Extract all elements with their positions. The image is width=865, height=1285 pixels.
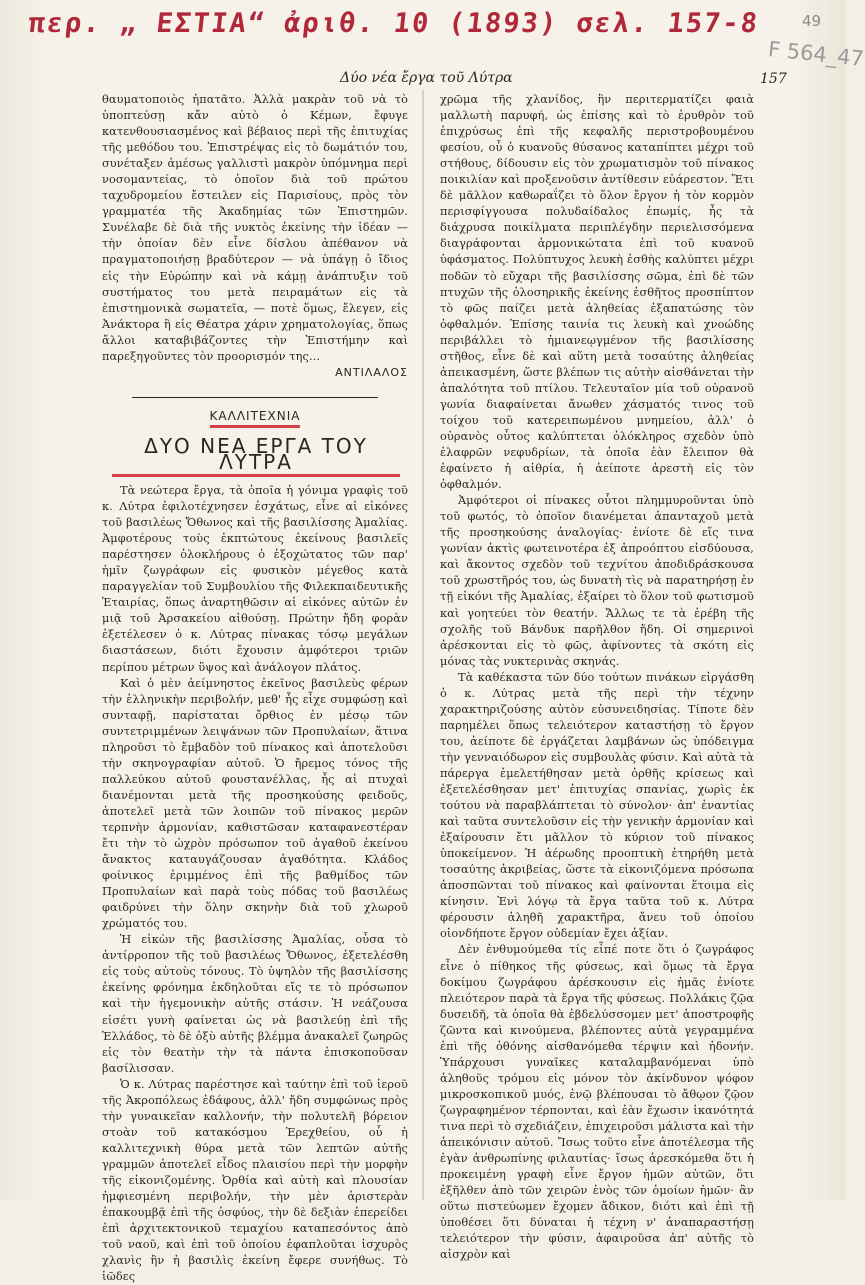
right-column — [440, 92, 754, 1263]
page-fold-line — [422, 90, 424, 1200]
article-paragraph: Τὰ νεώτερα ἔργα, τὰ ὁποῖα ἡ γόνιμα γραφὶς τοῦ κ. Λύτρα ἐφιλοτέχνησεν ἐσχάτως, εἶνε αἱ εἰκόνες τοῦ βασιλέως Ὄθωνος καὶ τῆς βασιλίσσης Ἀμαλίας. Ἀμφοτέρους τοὺς ἐκπτώτους ἐκείνους βασιλεῖς παρέστησεν ὁλοκλήρους ὁ ἐξοχώτατος τῶν παρ' ἡμῖν ζωγράφων εἰς φυσικὸν μέγεθος κατὰ παραγγελίαν τοῦ Συμβουλίου τῆς Φιλεκπαιδευτικῆς Ἑταιρίας, ὅπως ἀναρτηθῶσιν αἱ εἰκόνες αὐτῶν ἐν μιᾷ τοῦ Ἀρσακείου αἰθούσῃ. Πρώτην ἤδη φορὰν ἐξετέλεσεν ὁ κ. Λύτρας πίνακας τόσῳ μεγάλων διαστάσεων, διότι ἔχουσιν ἀμφότεροι τριῶν περίπου μέτρων ὕψος καὶ ἀνάλογον πλάτος. — [102, 483, 408, 674]
pencil-archive-number: 49 — [802, 12, 822, 30]
article-paragraph: Τὰ καθέκαστα τῶν δύο τούτων πινάκων εἰργάσθη ὁ κ. Λύτρας μετὰ τῆς περὶ τὴν τέχνην χαρακτηριζούσης αὐτὸν εὐσυνειδησίας. Τίποτε δὲν παρημέλει ὅπως τελειότερον καταστήσῃ τὸ ἔργον του, ἀείποτε δὲ ἐργάζεται λαμβάνων ὡς ὑπόδειγμα τὴν γενναιόδωρον εἰς συμβουλὰς φύσιν. Καὶ αὐτὰ τὰ πάρεργα ἐμελετήθησαν μετὰ ὀρθῆς κρίσεως καὶ ἐξετελέσθησαν μετ' ἐπιτυχίας σπανίας, χωρὶς ἐκ τούτου νὰ παραβλάπτεται τὸ σύνολον· ἀπ' ἐναντίας καὶ ταῦτα συντελοῦσιν εἰς τὴν γενικὴν ἁρμονίαν καὶ ἐξαίρουσιν ἔτι μᾶλλον τὸ κύριον τοῦ πίνακος ὑποκείμενον. Ἡ ἀέρωδης προοπτικὴ ἐτηρήθη μετὰ τοσαύτης ἀκριβείας, ὥστε τὰ εἰκονιζόμενα πρόσωπα ἀποσπῶνται τοῦ πίνακος καὶ φαίνονται ἕτοιμα εἰς κίνησιν. Ἐνὶ λόγῳ τὰ ἔργα ταῦτα τοῦ κ. Λύτρα φέρουσιν ἀληθῆ χαρακτῆρα, ἄνευ τοῦ ὁποίου οἱονδήποτε ἔργον οὐδεμίαν ἔχει ἀξίαν. — [440, 670, 754, 941]
article-paragraph: Ἀμφότεροι οἱ πίνακες οὗτοι πλημμυροῦνται ὑπὸ τοῦ φωτός, τὸ ὁποῖον διανέμεται ἁπανταχοῦ μετὰ τῆς προσηκούσης ἀναλογίας· ἐνίοτε δὲ εἴς τινα γωνίαν ἀκτὶς φωτεινοτέρα ἐξ ἀπροόπτου εἰσδύουσα, καὶ ἄκοντος σχεδὸν τοῦ τεχνίτου ἀποδιδράσκουσα τοῦ χρωστῆρός του, ὡς δυνατὴ τὶς νὰ παρατηρήσῃ ἐν τῇ εἰκόνι τῆς Ἀμαλίας, ἐξαίρει τὸ ὅλον τοῦ φωτισμοῦ καὶ γοητεύει τὸν θεατήν. Ἄλλως τε τὰ ἐρέβη τῆς σχολῆς τοῦ Βάνδυκ παρῆλθον ἤδη. Οἱ σημερινοὶ ἀρέσκονται εἰς τὸ φῶς, ἀφίνοντες τὰ σκότη εἰς μόνας τὰς νυκτερινὰς σκηνάς. — [440, 494, 754, 668]
article-title: ΔΥΟ ΝΕΑ ΕΡΓΑ ΤΟΥ ΛΥΤΡΑ — [112, 438, 400, 477]
section-label — [102, 408, 408, 424]
author-signature: ΑΝΤΙΛΑΛΟΣ — [335, 365, 408, 379]
left-column — [102, 92, 408, 1285]
section-label-text: ΚΑΛΛΙΤΕΧΝΙΑ — [210, 409, 301, 428]
previous-article-ending: θαυματοποιὸς ἠπατᾶτο. Ἀλλὰ μακρὰν τοῦ νὰ τὸ ὑποπτεύσῃ κἄν αὐτὸ ὁ Κέμων, ἔφυγε κατενθουσιασμένος καὶ βέβαιος περὶ τῆς ἐπιτυχίας τῆς μεθόδου του. Ἐπιστρέψας εἰς τὸ δωμάτιόν του, συνέταξεν ἀμέσως γαλλιστὶ μακρὸν ὑπόμνημα περὶ νοσομαντείας, τὸ ὁποῖον διὰ τοῦ πρώτου ταχυδρομείου ἔστειλεν εἰς Παρισίους, πρὸς τὸν γραμματέα τῆς Ἀκαδημίας τῶν Ἐπιστημῶν. Συνέλαβε δὲ διὰ τῆς νυκτὸς ἐκείνης τὴν ἰδέαν — τὴν ὁποίαν δὲν εἶνε δίσλου ἀπέθανον νὰ πραγματοποιήσῃ βραδύτερον — νὰ ὑπάγῃ ὁ ἴδιος εἰς τὴν Εὐρώπην καὶ νὰ κάμῃ ἀνάπτυξιν τοῦ συστήματος του μετὰ πειραμάτων εἰς τὰ ἐπιστημονικὰ σωματεῖα, — ποτὲ ὅμως, ἔλεγεν, εἰς Ἀνάκτορα ἢ εἰς Θέατρα χάριν χρηματολογίας, ὅπως ἄλλοι καταβιβάζοντες τὴν Ἐπιστήμην καὶ παρεξηγοῦντες τὸν προορισμόν της... — [102, 93, 408, 363]
page-number: 157 — [760, 71, 787, 87]
article-paragraph: χρῶμα τῆς χλανίδος, ἣν περιτερματίζει φαιὰ μαλλωτὴ παρυφή, ὡς ἐπίσης καὶ τὸ ἐρυθρὸν τοῦ ἐπιχρύσως ἐπὶ τῆς κεφαλῆς περιστροβουμένου φεσίου, οὗ ὁ κυανοῦς θύσανος καταπίπτει μέχρι τοῦ στήθους, δίδουσιν εἰς τὸν χρωματισμὸν τοῦ πίνακος ποικιλίαν καὶ προξενοῦσιν ἀντίθεσιν εὐάρεστον. Ἔτι δὲ μᾶλλον καθωραΐζει τὸ ὅλον ἔργον ἡ τὸν κορμὸν περισφίγγουσα πολυδαίδαλος ἐπωμίς, ἧς τὰ διάχρυσα ποικίλματα περιπλέγδην περιελισσόμενα διαγράφονται ἁρμονικώτατα ἐπὶ τοῦ κυανοῦ ὑφάσματος. Πολύπτυχος λευκὴ ἐσθὴς καλύπτει μέχρι ποδῶν τὸ εὔχαρι τῆς βασιλίσσης σῶμα, ἐπὶ δὲ τῶν πτυχῶν τῆς ὁλοσηρικῆς ἐκείνης ἐσθῆτος προσπίπτον τὸ φῶς παίζει μετὰ ἀληθείας ἐξαπατώσης τὸν ὀφθαλμόν. Ἐπίσης ταινία τις λευκὴ καὶ χνοώδης περιβάλλει τὸ ἡμιανεῳγμένον τῆς βασιλίσσης στῆθος, εἶνε δὲ καὶ αὕτη μετὰ τοσαύτης ἀληθείας ἀπεικασμένη, ὥστε βλέπων τις αὐτὴν αἰσθάνεται τὴν ἁπαλότητα τοῦ πτίλου. Τελευταῖον μία τοῦ οὐρανοῦ γωνία διαφαίνεται ἄνωθεν χάσματός τινος τοῦ τοίχου τοῦ κατερειπωμένου μνημείου, ἀλλ' ὁ οὐρανὸς οὗτος καλύπτεται ὁλόκληρος σχεδὸν ὑπὸ ἐλαφρῶν νεφυδρίων, τὰ ὁποῖα ἐὰν ἔλειπον θὰ ἐφαίνετο ἡ αἰθρία, ἡ ἀείποτε ἀρεστὴ εἰς τὸν ὀφθαλμόν. — [440, 93, 754, 492]
section-divider — [132, 397, 378, 398]
article-paragraph: Ὁ κ. Λύτρας παρέστησε καὶ ταύτην ἐπὶ τοῦ ἱεροῦ τῆς Ἀκροπόλεως ἐδάφους, ἀλλ' ἤδη συμφώνως πρὸς τὴν γυναικεῖαν καλλονήν, τὴν πολυτελῆ βόρειον στοὰν τοῦ κατακόσμου Ἐρεχθείου, οὗ ἡ καλλιτεχνικὴ θύρα μετὰ τῶν λεπτῶν αὐτῆς γραμμῶν ἀποτελεῖ εἶδος πλαισίου περὶ τὴν μορφὴν τῆς εἰκονιζομένης. Ὀρθία καὶ αὐτὴ καὶ πλουσίαν ἠμφιεσμένη περιβολήν, τὴν μὲν ἀριστερὰν ἐπακουμβᾷ ἐπὶ τῆς ὀσφύος, τὴν δὲ δεξιὰν ἐπερείδει ἐπὶ ἀρχιτεκτονικοῦ τεμαχίου καταπεσόντος ἀπὸ τοῦ ναοῦ, καὶ ἐπὶ τοῦ ὁποίου ἐφαπλοῦται ἰσχυρὸς χλανὶς ἣν ἡ βασιλὶς ἐκείνη ἔφερε συνήθως. Τὸ ἰῶδες — [102, 1077, 408, 1284]
pencil-archive-code: F 564_47 — [767, 37, 865, 71]
running-title: Δύο νέα ἔργα τοῦ Λύτρα — [340, 70, 513, 86]
handwritten-citation: περ. „ ΕΣΤΙΑ“ ἀριθ. 10 (1893) σελ. 157-8 — [27, 8, 761, 39]
article-paragraph: Καὶ ὁ μὲν ἀείμνηστος ἐκεῖνος βασιλεὺς φέρων τὴν ἑλληνικὴν περιβολήν, μεθ' ἧς εἶχε συμφώσῃ καὶ συνταφῇ, παρίσταται ὄρθιος ἐν μέσῳ τῶν συντετριμμένων λειψάνων τῶν Προπυλαίων, ἅτινα πληροῦσι τὸ ἔμβαδὸν τοῦ πίνακος καὶ ἀποτελοῦσι τὴν σκηνογραφίαν αὐτοῦ. Ὁ ἤρεμος τόνος τῆς παλλεύκου αὐτοῦ φουστανέλλας, ἧς αἱ πτυχαὶ διανέμονται μετὰ τῆς προσηκούσης φειδοῦς, ἀποτελεῖ μετὰ τῶν λοιπῶν τοῦ πίνακος μερῶν τερπνὴν ἁρμονίαν, καθιστῶσαν καταφανεστέραν ἔτι τὴν τὸ ὠχρὸν πρόσωπον τοῦ ἀγαθοῦ ἐκείνου ἄνακτος καταυγάζουσαν ἀγαθότητα. Κλάδος φοίνικος ἐριμμένος ἐπὶ τῆς βαθμίδος τῶν Προπυλαίων καὶ παρὰ τοὺς πόδας τοῦ βασιλέως φαιδρύνει τὴν ὅλην σκηνὴν διὰ τοῦ χλωροῦ χρώματός του. — [102, 676, 408, 931]
article-paragraph: Ἡ εἰκὼν τῆς βασιλίσσης Ἀμαλίας, οὖσα τὸ ἀντίρροπον τῆς τοῦ βασιλέως Ὄθωνος, ἐξετελέσθη εἰς τοὺς αὐτοὺς τόνους. Τὸ ὑψηλὸν τῆς βασιλίσσης ἐκείνης φρόνημα ἐκδηλοῦται εἴς τε τὸ πρόσωπον καὶ τὴν ἡγεμονικὴν αὐτῆς στάσιν. Ἡ νεάζουσα εἰσέτι γυνὴ φαίνεται ὡς νὰ βασιλεύῃ ἐπὶ τῆς Ἑλλάδος, τὸ δὲ ὀξὺ αὐτῆς βλέμμα ἀνακαλεῖ ζωηρῶς εἰς τὸν θεατὴν τὴν τὰ πάντα ἐπισκοποῦσαν βασίλισσαν. — [102, 933, 408, 1075]
article-paragraph: Δὲν ἐνθυμούμεθα τίς εἶπέ ποτε ὅτι ὁ ζωγράφος εἶνε ὁ πίθηκος τῆς φύσεως, καὶ ὅμως τὰ ἔργα δοκίμου ζωγράφου ἀρέσκουσιν εἰς ἡμᾶς ἐνίοτε πλειότερον παρὰ τὰ ἔργα τῆς φύσεως. Πολλάκις ζῷα δυσειδῆ, τὰ ὁποῖα θὰ ἐβδελύσσομεν μετ' ἀποστροφῆς ζῶντα καὶ κινούμενα, βλέποντες αὐτὰ γεγραμμένα ἐπὶ τῆς ὀθόνης αἰσθανόμεθα τέρψιν καὶ ἡδονήν. Ὑπάρχουσι γυναῖκες καταλαμβανόμεναι ὑπὸ ἀληθοῦς τρόμου εἰς μόνον τὸν ἀκίνδυνον ψόφον μικροσκοπικοῦ μυός, ἐνῷ βλέπουσαι τὸ ἄθῳον ζῷον ζωγραφημένον τέρπονται, καὶ ἐὰν ἔχωσιν ἱκανότητά τινα περὶ τὸ σχεδιάζειν, ἐπιχειροῦσι μάλιστα καὶ τὴν ἀπεικόνισιν αὐτοῦ. Ἴσως τοῦτο εἶνε ἀποτέλεσμα τῆς ἐγὰν ἀνθρωπίνης φιλαυτίας· ἴσως ἀρεσκόμεθα ὅτι ἡ προκειμένη γραφὴ εἶνε ἔργον ἡμῶν αὐτῶν, ὅτι ἐξῆλθεν ἀπὸ τῶν χειρῶν ἑνὸς τῶν ὁμοίων ἡμῶν· ἂν οὕτω πιστεύωμεν ἔχομεν ἄδικον, διότι καὶ ἐπὶ τῇ ὑποθέσει ὅτι δύναται ἡ τέχνη ν' ἀναπαραστήσῃ τελειότερον τὴν φύσιν, ἀφαιροῦσα ἀπ' αὐτῆς τὸ αἰσχρὸν καὶ — [440, 943, 754, 1262]
